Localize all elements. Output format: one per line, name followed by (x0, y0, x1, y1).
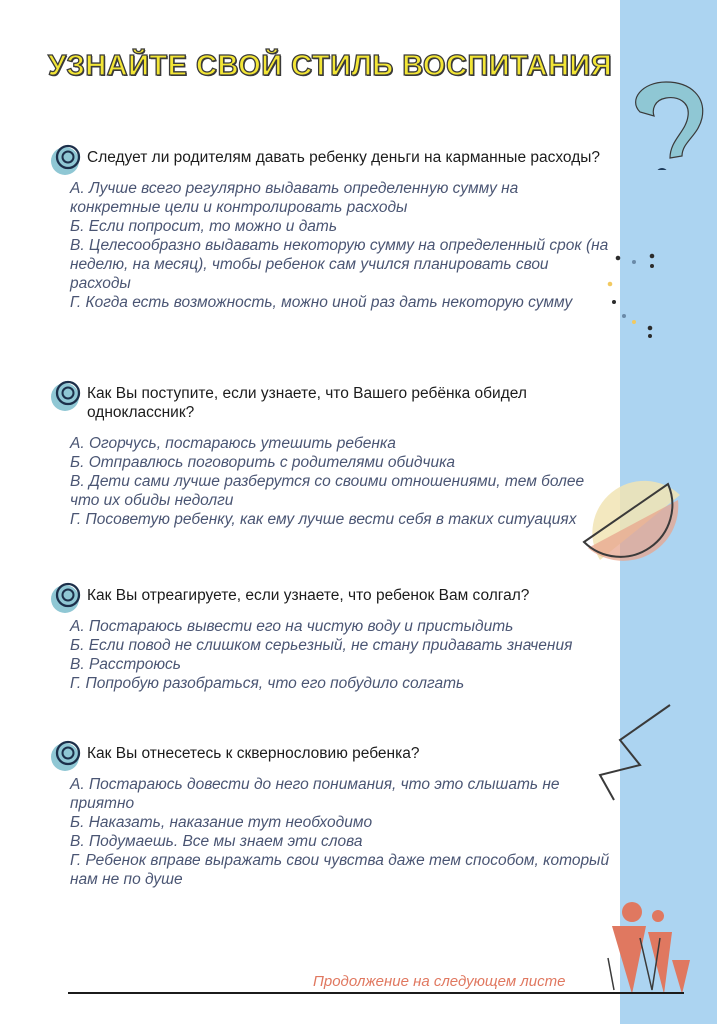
question-text: Следует ли родителям давать ребенку деньги на карманные расходы? (87, 149, 601, 166)
dots-decoration (604, 250, 664, 340)
answer-list (50, 775, 610, 889)
question-block (50, 586, 610, 693)
answer-option: Б. Наказать, наказание тут необходимо (70, 814, 373, 831)
question-mark-decoration (622, 70, 717, 170)
question-block (50, 384, 610, 529)
answer-option: В. Дети сами лучше разберутся со своими отношениями, тем более что их обиды недолги (70, 473, 585, 509)
answer-option: А. Постараюсь довести до него понимания, что это слышать не приятно (70, 776, 560, 812)
answer-option: В. Расстроюсь (70, 656, 181, 673)
answer-option: Г. Когда есть возможность, можно иной раз дать некоторую сумму (70, 294, 573, 311)
circle-target-icon (50, 740, 84, 772)
question-text: Как Вы отреагируете, если узнаете, что ребенок Вам солгал? (87, 587, 530, 604)
question-block (50, 744, 610, 889)
answer-option: В. Подумаешь. Все мы знаем эти слова (70, 833, 363, 850)
continuation-note: Продолжение на следующем листе (313, 973, 566, 990)
page-title: УЗНАЙТЕ СВОЙ СТИЛЬ ВОСПИТАНИЯ (48, 50, 613, 82)
question-text: Как Вы поступите, если узнаете, что Вашего ребёнка обидел одноклассник? (87, 385, 527, 421)
answer-option: Б. Отправлюсь поговорить с родителями обидчика (70, 454, 456, 471)
footer-divider (68, 992, 684, 994)
answer-option: Г. Попробую разобраться, что его побудило солгать (70, 675, 465, 692)
triangles-figures-decoration (604, 898, 696, 998)
answer-list (50, 179, 610, 312)
answer-option: А. Лучше всего регулярно выдавать определенную сумму на конкретные цели и контролировать расходы (70, 180, 519, 216)
answer-list (50, 617, 610, 693)
answer-option: В. Целесообразно выдавать некоторую сумму на определенный срок (на неделю, на месяц), чтобы ребенок сам учился планировать свои расходы (70, 237, 609, 292)
answer-option: А. Огорчусь, постараюсь утешить ребенка (70, 435, 396, 452)
answer-option: А. Постараюсь вывести его на чистую воду и пристыдить (70, 618, 514, 635)
circle-target-icon (50, 380, 84, 412)
answer-list (50, 434, 610, 529)
answer-option: Г. Посоветую ребенку, как ему лучше вести себя в таких ситуациях (70, 511, 577, 528)
circle-target-icon (50, 144, 84, 176)
answer-option: Г. Ребенок вправе выражать свои чувства даже тем способом, который нам не по душе (70, 852, 610, 888)
answer-option: Б. Если повод не слишком серьезный, не стану придавать значения (70, 637, 573, 654)
answer-option: Б. Если попросит, то можно и дать (70, 218, 337, 235)
question-text: Как Вы отнесетесь к сквернословию ребенка? (87, 745, 420, 762)
circle-target-icon (50, 582, 84, 614)
question-block (50, 148, 610, 312)
